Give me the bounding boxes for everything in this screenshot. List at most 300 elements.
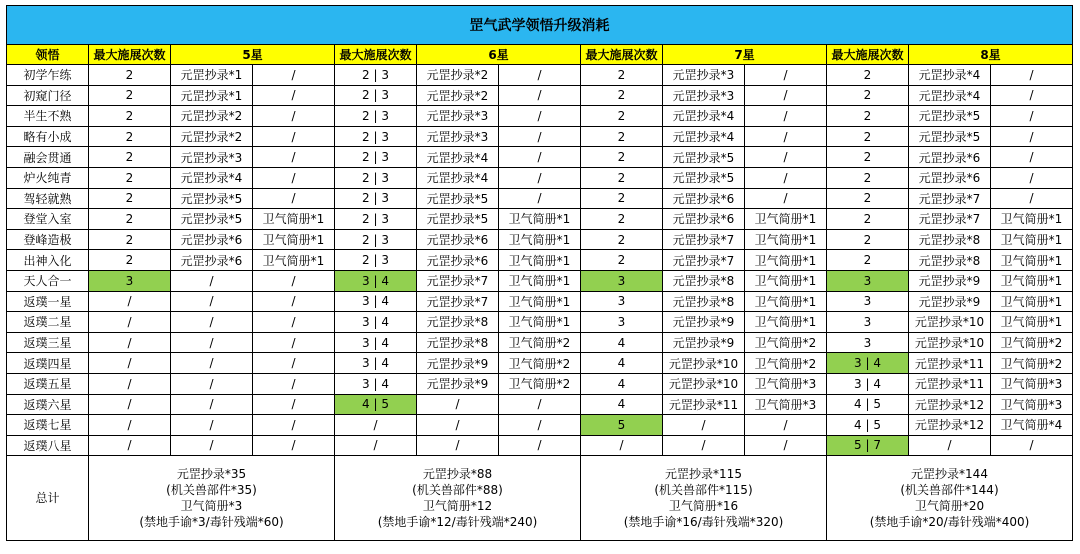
max-casts-cell-6: 2 | 3	[335, 209, 417, 230]
extra-cost-cell-6: 卫气简册*1	[499, 291, 581, 312]
total-line: 元罡抄录*144	[911, 467, 988, 482]
total-line: (禁地手谕*3/毒针残端*60)	[139, 515, 284, 530]
material-cost-cell-8: 元罡抄录*9	[909, 291, 991, 312]
extra-cost-cell-8: 卫气简册*1	[991, 229, 1073, 250]
table-row	[7, 373, 1073, 394]
material-cost-cell-6: 元罡抄录*5	[417, 188, 499, 209]
max-casts-cell-6: 2 | 3	[335, 147, 417, 168]
table-row	[7, 65, 1073, 86]
material-cost-cell-7: 元罡抄录*6	[663, 188, 745, 209]
max-casts-cell-7: 3	[581, 291, 663, 312]
max-casts-cell-6: 2 | 3	[335, 126, 417, 147]
table-row	[7, 106, 1073, 127]
material-cost-cell-6: 元罡抄录*5	[417, 209, 499, 230]
max-casts-cell-7: 2	[581, 126, 663, 147]
material-cost-cell-8: 元罡抄录*6	[909, 167, 991, 188]
max-casts-cell-5: 2	[89, 167, 171, 188]
max-casts-cell-6: 2 | 3	[335, 106, 417, 127]
extra-cost-cell-7: /	[745, 415, 827, 436]
max-casts-cell-5: 2	[89, 229, 171, 250]
extra-cost-cell-5: /	[253, 373, 335, 394]
extra-cost-cell-8: 卫气简册*1	[991, 312, 1073, 333]
max-casts-cell-8: 4 | 5	[827, 394, 909, 415]
max-casts-cell-6: 2 | 3	[335, 65, 417, 86]
material-cost-cell-8: 元罡抄录*4	[909, 85, 991, 106]
header-comprehension: 领悟	[7, 45, 89, 65]
max-casts-cell-5: 3	[89, 270, 171, 291]
material-cost-cell-7: 元罡抄录*8	[663, 291, 745, 312]
extra-cost-cell-7: 卫气简册*1	[745, 312, 827, 333]
extra-cost-cell-5: /	[253, 106, 335, 127]
max-casts-cell-8: 2	[827, 85, 909, 106]
material-cost-cell-5: /	[171, 270, 253, 291]
extra-cost-cell-7: 卫气简册*3	[745, 394, 827, 415]
table-title: 罡气武学领悟升级消耗	[7, 6, 1073, 45]
extra-cost-cell-5: /	[253, 270, 335, 291]
material-cost-cell-8: 元罡抄录*12	[909, 415, 991, 436]
table-row	[7, 209, 1073, 230]
row-stage-label: 略有小成	[7, 126, 89, 147]
material-cost-cell-5: /	[171, 332, 253, 353]
extra-cost-cell-6: /	[499, 126, 581, 147]
material-cost-cell-6: 元罡抄录*3	[417, 106, 499, 127]
material-cost-cell-5: 元罡抄录*1	[171, 65, 253, 86]
extra-cost-cell-7: /	[745, 106, 827, 127]
material-cost-cell-6: 元罡抄录*8	[417, 332, 499, 353]
row-stage-label: 返璞六星	[7, 394, 89, 415]
material-cost-cell-6: 元罡抄录*6	[417, 229, 499, 250]
max-casts-cell-7: /	[581, 435, 663, 456]
max-casts-cell-5: 2	[89, 209, 171, 230]
max-casts-cell-8: 2	[827, 126, 909, 147]
extra-cost-cell-7: /	[745, 65, 827, 86]
total-line: (禁地手谕*20/毒针残端*400)	[869, 515, 1030, 530]
material-cost-cell-7: 元罡抄录*11	[663, 394, 745, 415]
material-cost-cell-5: /	[171, 415, 253, 436]
material-cost-cell-7: 元罡抄录*5	[663, 147, 745, 168]
max-casts-cell-7: 2	[581, 65, 663, 86]
extra-cost-cell-8: 卫气简册*1	[991, 250, 1073, 271]
max-casts-cell-8: 3	[827, 270, 909, 291]
max-casts-cell-7: 4	[581, 353, 663, 374]
material-cost-cell-5: /	[171, 353, 253, 374]
material-cost-cell-6: 元罡抄录*8	[417, 312, 499, 333]
extra-cost-cell-5: /	[253, 291, 335, 312]
material-cost-cell-8: 元罡抄录*8	[909, 250, 991, 271]
extra-cost-cell-8: /	[991, 167, 1073, 188]
max-casts-cell-5: /	[89, 415, 171, 436]
table-row	[7, 291, 1073, 312]
max-casts-cell-5: 2	[89, 65, 171, 86]
row-stage-label: 返璞五星	[7, 373, 89, 394]
max-casts-cell-8: 2	[827, 188, 909, 209]
material-cost-cell-5: 元罡抄录*5	[171, 209, 253, 230]
upgrade-cost-table	[6, 5, 1073, 541]
material-cost-cell-8: 元罡抄录*5	[909, 126, 991, 147]
header-max-casts-8: 最大施展次数	[827, 45, 909, 65]
max-casts-cell-5: /	[89, 332, 171, 353]
extra-cost-cell-8: /	[991, 435, 1073, 456]
material-cost-cell-7: 元罡抄录*5	[663, 167, 745, 188]
material-cost-cell-7: 元罡抄录*7	[663, 229, 745, 250]
extra-cost-cell-5: /	[253, 332, 335, 353]
row-stage-label: 炉火纯青	[7, 167, 89, 188]
material-cost-cell-8: 元罡抄录*10	[909, 332, 991, 353]
material-cost-cell-6: 元罡抄录*2	[417, 85, 499, 106]
header-7-star: 7星	[663, 45, 827, 65]
extra-cost-cell-6: /	[499, 188, 581, 209]
material-cost-cell-6: 元罡抄录*4	[417, 147, 499, 168]
extra-cost-cell-7: 卫气简册*1	[745, 209, 827, 230]
extra-cost-cell-7: /	[745, 435, 827, 456]
material-cost-cell-7: 元罡抄录*10	[663, 353, 745, 374]
extra-cost-cell-8: /	[991, 147, 1073, 168]
extra-cost-cell-5: 卫气简册*1	[253, 229, 335, 250]
extra-cost-cell-5: 卫气简册*1	[253, 209, 335, 230]
max-casts-cell-6: 2 | 3	[335, 167, 417, 188]
max-casts-cell-5: /	[89, 394, 171, 415]
total-cost-7-star	[581, 456, 827, 541]
row-stage-label: 返璞八星	[7, 435, 89, 456]
total-line: 元罡抄录*115	[665, 467, 742, 482]
table-row	[7, 270, 1073, 291]
extra-cost-cell-8: /	[991, 85, 1073, 106]
total-line: 卫气简册*12	[422, 499, 493, 514]
material-cost-cell-8: 元罡抄录*7	[909, 188, 991, 209]
material-cost-cell-8: /	[909, 435, 991, 456]
table-row	[7, 353, 1073, 374]
header-max-casts-7: 最大施展次数	[581, 45, 663, 65]
material-cost-cell-5: 元罡抄录*2	[171, 126, 253, 147]
material-cost-cell-6: 元罡抄录*9	[417, 373, 499, 394]
table-row	[7, 167, 1073, 188]
max-casts-cell-5: 2	[89, 85, 171, 106]
max-casts-cell-7: 2	[581, 147, 663, 168]
max-casts-cell-8: 3	[827, 312, 909, 333]
extra-cost-cell-8: /	[991, 106, 1073, 127]
total-line: 元罡抄录*88	[422, 467, 493, 482]
extra-cost-cell-6: 卫气简册*1	[499, 250, 581, 271]
material-cost-cell-6: 元罡抄录*7	[417, 270, 499, 291]
extra-cost-cell-5: /	[253, 167, 335, 188]
material-cost-cell-6: /	[417, 394, 499, 415]
material-cost-cell-7: /	[663, 415, 745, 436]
max-casts-cell-7: 2	[581, 85, 663, 106]
max-casts-cell-5: 2	[89, 106, 171, 127]
max-casts-cell-6: 2 | 3	[335, 188, 417, 209]
total-cost-8-star	[827, 456, 1073, 541]
extra-cost-cell-6: /	[499, 106, 581, 127]
material-cost-cell-8: 元罡抄录*11	[909, 373, 991, 394]
material-cost-cell-5: 元罡抄录*6	[171, 250, 253, 271]
extra-cost-cell-8: 卫气简册*2	[991, 332, 1073, 353]
material-cost-cell-8: 元罡抄录*6	[909, 147, 991, 168]
max-casts-cell-7: 2	[581, 250, 663, 271]
max-casts-cell-7: 2	[581, 229, 663, 250]
extra-cost-cell-6: 卫气简册*1	[499, 312, 581, 333]
max-casts-cell-8: 2	[827, 229, 909, 250]
material-cost-cell-7: 元罡抄录*3	[663, 65, 745, 86]
max-casts-cell-7: 3	[581, 270, 663, 291]
max-casts-cell-6: /	[335, 435, 417, 456]
max-casts-cell-7: 2	[581, 209, 663, 230]
material-cost-cell-6: 元罡抄录*9	[417, 353, 499, 374]
row-stage-label: 出神入化	[7, 250, 89, 271]
extra-cost-cell-7: /	[745, 188, 827, 209]
max-casts-cell-7: 4	[581, 373, 663, 394]
table-row	[7, 188, 1073, 209]
max-casts-cell-8: 3	[827, 332, 909, 353]
max-casts-cell-5: 2	[89, 250, 171, 271]
row-stage-label: 返璞四星	[7, 353, 89, 374]
row-stage-label: 返璞一星	[7, 291, 89, 312]
extra-cost-cell-6: /	[499, 147, 581, 168]
extra-cost-cell-5: /	[253, 188, 335, 209]
extra-cost-cell-8: 卫气简册*4	[991, 415, 1073, 436]
material-cost-cell-7: 元罡抄录*3	[663, 85, 745, 106]
max-casts-cell-5: /	[89, 291, 171, 312]
max-casts-cell-8: 3 | 4	[827, 353, 909, 374]
material-cost-cell-5: /	[171, 373, 253, 394]
max-casts-cell-7: 4	[581, 394, 663, 415]
max-casts-cell-6: 3 | 4	[335, 312, 417, 333]
extra-cost-cell-6: 卫气简册*1	[499, 209, 581, 230]
table-row	[7, 312, 1073, 333]
material-cost-cell-6: 元罡抄录*2	[417, 65, 499, 86]
material-cost-cell-7: 元罡抄录*9	[663, 332, 745, 353]
table-row	[7, 85, 1073, 106]
total-line: (机关兽部件*115)	[654, 483, 753, 498]
max-casts-cell-7: 3	[581, 312, 663, 333]
material-cost-cell-8: 元罡抄录*5	[909, 106, 991, 127]
total-label: 总计	[7, 456, 89, 541]
material-cost-cell-8: 元罡抄录*9	[909, 270, 991, 291]
material-cost-cell-6: 元罡抄录*3	[417, 126, 499, 147]
total-line: 卫气简册*16	[668, 499, 739, 514]
row-stage-label: 融会贯通	[7, 147, 89, 168]
row-stage-label: 半生不熟	[7, 106, 89, 127]
header-8-star: 8星	[909, 45, 1073, 65]
max-casts-cell-6: /	[335, 415, 417, 436]
total-row	[7, 456, 1073, 541]
extra-cost-cell-7: 卫气简册*1	[745, 250, 827, 271]
total-line: (机关兽部件*88)	[412, 483, 503, 498]
material-cost-cell-8: 元罡抄录*10	[909, 312, 991, 333]
header-5-star: 5星	[171, 45, 335, 65]
row-stage-label: 返璞三星	[7, 332, 89, 353]
material-cost-cell-5: 元罡抄录*3	[171, 147, 253, 168]
extra-cost-cell-5: /	[253, 312, 335, 333]
max-casts-cell-5: /	[89, 373, 171, 394]
extra-cost-cell-6: 卫气简册*2	[499, 373, 581, 394]
material-cost-cell-8: 元罡抄录*11	[909, 353, 991, 374]
extra-cost-cell-6: 卫气简册*2	[499, 353, 581, 374]
material-cost-cell-7: 元罡抄录*6	[663, 209, 745, 230]
max-casts-cell-7: 2	[581, 106, 663, 127]
material-cost-cell-5: 元罡抄录*5	[171, 188, 253, 209]
table-row	[7, 147, 1073, 168]
total-line: (机关兽部件*35)	[166, 483, 257, 498]
row-stage-label: 天人合一	[7, 270, 89, 291]
extra-cost-cell-7: /	[745, 85, 827, 106]
extra-cost-cell-8: 卫气简册*2	[991, 353, 1073, 374]
table-row	[7, 126, 1073, 147]
material-cost-cell-5: /	[171, 312, 253, 333]
extra-cost-cell-6: /	[499, 85, 581, 106]
row-stage-label: 登堂入室	[7, 209, 89, 230]
extra-cost-cell-5: 卫气简册*1	[253, 250, 335, 271]
extra-cost-cell-7: /	[745, 167, 827, 188]
extra-cost-cell-8: /	[991, 188, 1073, 209]
extra-cost-cell-6: 卫气简册*2	[499, 332, 581, 353]
header-max-casts-5: 最大施展次数	[89, 45, 171, 65]
table-row	[7, 332, 1073, 353]
extra-cost-cell-6: /	[499, 167, 581, 188]
total-cost-6-star	[335, 456, 581, 541]
row-stage-label: 驾轻就熟	[7, 188, 89, 209]
max-casts-cell-8: 4 | 5	[827, 415, 909, 436]
max-casts-cell-8: 2	[827, 65, 909, 86]
row-stage-label: 登峰造极	[7, 229, 89, 250]
max-casts-cell-7: 2	[581, 167, 663, 188]
extra-cost-cell-6: 卫气简册*1	[499, 270, 581, 291]
max-casts-cell-7: 5	[581, 415, 663, 436]
material-cost-cell-7: 元罡抄录*7	[663, 250, 745, 271]
max-casts-cell-5: 2	[89, 147, 171, 168]
row-stage-label: 初窥门径	[7, 85, 89, 106]
max-casts-cell-6: 3 | 4	[335, 353, 417, 374]
material-cost-cell-6: /	[417, 435, 499, 456]
material-cost-cell-8: 元罡抄录*8	[909, 229, 991, 250]
extra-cost-cell-7: 卫气简册*3	[745, 373, 827, 394]
extra-cost-cell-7: 卫气简册*1	[745, 229, 827, 250]
extra-cost-cell-8: /	[991, 65, 1073, 86]
extra-cost-cell-5: /	[253, 415, 335, 436]
max-casts-cell-6: 2 | 3	[335, 85, 417, 106]
extra-cost-cell-6: /	[499, 394, 581, 415]
extra-cost-cell-8: /	[991, 126, 1073, 147]
header-6-star: 6星	[417, 45, 581, 65]
material-cost-cell-7: 元罡抄录*4	[663, 126, 745, 147]
material-cost-cell-5: /	[171, 435, 253, 456]
extra-cost-cell-8: 卫气简册*3	[991, 394, 1073, 415]
max-casts-cell-7: 4	[581, 332, 663, 353]
max-casts-cell-8: 3 | 4	[827, 373, 909, 394]
material-cost-cell-8: 元罡抄录*12	[909, 394, 991, 415]
max-casts-cell-8: 2	[827, 106, 909, 127]
table-row	[7, 250, 1073, 271]
max-casts-cell-6: 4 | 5	[335, 394, 417, 415]
max-casts-cell-5: /	[89, 312, 171, 333]
extra-cost-cell-6: 卫气简册*1	[499, 229, 581, 250]
extra-cost-cell-6: /	[499, 435, 581, 456]
extra-cost-cell-8: 卫气简册*1	[991, 291, 1073, 312]
total-line: (禁地手谕*16/毒针残端*320)	[623, 515, 784, 530]
material-cost-cell-7: 元罡抄录*4	[663, 106, 745, 127]
extra-cost-cell-7: 卫气简册*1	[745, 270, 827, 291]
max-casts-cell-8: 3	[827, 291, 909, 312]
material-cost-cell-5: 元罡抄录*1	[171, 85, 253, 106]
max-casts-cell-5: /	[89, 435, 171, 456]
max-casts-cell-8: 5 | 7	[827, 435, 909, 456]
extra-cost-cell-5: /	[253, 394, 335, 415]
header-row	[7, 45, 1073, 65]
table-row	[7, 435, 1073, 456]
max-casts-cell-8: 2	[827, 250, 909, 271]
extra-cost-cell-7: /	[745, 126, 827, 147]
material-cost-cell-5: /	[171, 394, 253, 415]
extra-cost-cell-5: /	[253, 126, 335, 147]
material-cost-cell-7: /	[663, 435, 745, 456]
material-cost-cell-5: 元罡抄录*4	[171, 167, 253, 188]
max-casts-cell-8: 2	[827, 209, 909, 230]
row-stage-label: 初学乍练	[7, 65, 89, 86]
material-cost-cell-6: 元罡抄录*7	[417, 291, 499, 312]
max-casts-cell-6: 2 | 3	[335, 250, 417, 271]
max-casts-cell-6: 3 | 4	[335, 270, 417, 291]
extra-cost-cell-6: /	[499, 415, 581, 436]
extra-cost-cell-5: /	[253, 353, 335, 374]
total-line: (禁地手谕*12/毒针残端*240)	[377, 515, 538, 530]
extra-cost-cell-7: 卫气简册*2	[745, 353, 827, 374]
material-cost-cell-8: 元罡抄录*4	[909, 65, 991, 86]
extra-cost-cell-7: 卫气简册*2	[745, 332, 827, 353]
header-max-casts-6: 最大施展次数	[335, 45, 417, 65]
max-casts-cell-6: 3 | 4	[335, 373, 417, 394]
extra-cost-cell-8: 卫气简册*3	[991, 373, 1073, 394]
material-cost-cell-5: 元罡抄录*2	[171, 106, 253, 127]
extra-cost-cell-5: /	[253, 85, 335, 106]
table-row	[7, 394, 1073, 415]
extra-cost-cell-5: /	[253, 65, 335, 86]
max-casts-cell-5: 2	[89, 188, 171, 209]
max-casts-cell-6: 3 | 4	[335, 332, 417, 353]
max-casts-cell-5: /	[89, 353, 171, 374]
total-line: 卫气简册*20	[914, 499, 985, 514]
max-casts-cell-5: 2	[89, 126, 171, 147]
material-cost-cell-6: 元罡抄录*6	[417, 250, 499, 271]
row-stage-label: 返璞二星	[7, 312, 89, 333]
material-cost-cell-7: 元罡抄录*10	[663, 373, 745, 394]
extra-cost-cell-8: 卫气简册*1	[991, 270, 1073, 291]
total-line: 元罡抄录*35	[176, 467, 247, 482]
material-cost-cell-8: 元罡抄录*7	[909, 209, 991, 230]
row-stage-label: 返璞七星	[7, 415, 89, 436]
total-line: (机关兽部件*144)	[900, 483, 999, 498]
max-casts-cell-8: 2	[827, 167, 909, 188]
max-casts-cell-8: 2	[827, 147, 909, 168]
material-cost-cell-5: 元罡抄录*6	[171, 229, 253, 250]
max-casts-cell-6: 2 | 3	[335, 229, 417, 250]
extra-cost-cell-5: /	[253, 435, 335, 456]
extra-cost-cell-6: /	[499, 65, 581, 86]
material-cost-cell-7: 元罡抄录*9	[663, 312, 745, 333]
table-row	[7, 415, 1073, 436]
extra-cost-cell-7: /	[745, 147, 827, 168]
material-cost-cell-6: 元罡抄录*4	[417, 167, 499, 188]
extra-cost-cell-7: 卫气简册*1	[745, 291, 827, 312]
max-casts-cell-7: 2	[581, 188, 663, 209]
max-casts-cell-6: 3 | 4	[335, 291, 417, 312]
extra-cost-cell-8: 卫气简册*1	[991, 209, 1073, 230]
extra-cost-cell-5: /	[253, 147, 335, 168]
total-cost-5-star	[89, 456, 335, 541]
table-row	[7, 229, 1073, 250]
total-line: 卫气简册*3	[180, 499, 243, 514]
material-cost-cell-7: 元罡抄录*8	[663, 270, 745, 291]
material-cost-cell-6: /	[417, 415, 499, 436]
material-cost-cell-5: /	[171, 291, 253, 312]
